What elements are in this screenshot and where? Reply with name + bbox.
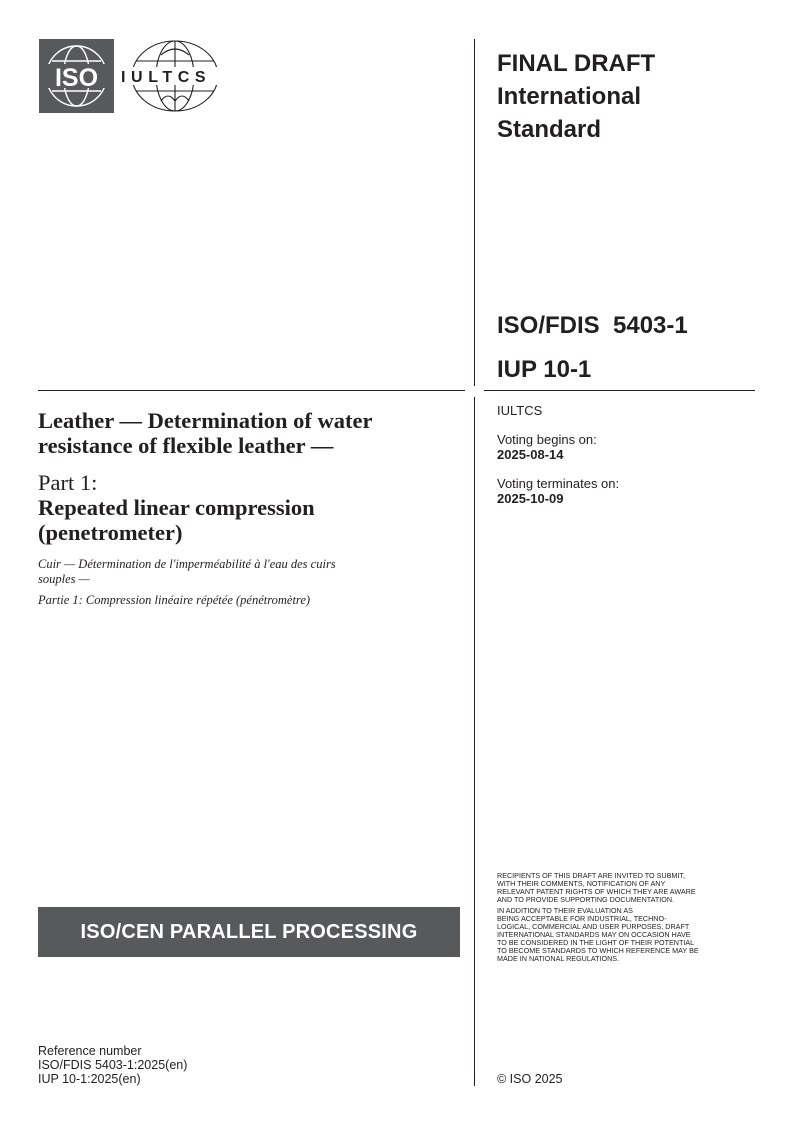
- part-title-line2: (penetrometer): [38, 520, 183, 545]
- french-part-title: Partie 1: Compression linéaire répétée (pénétromètre): [38, 593, 311, 607]
- notice-line: RELEVANT PATENT RIGHTS OF WHICH THEY ARE AWARE: [497, 887, 696, 896]
- notice-line: MADE IN NATIONAL REGULATIONS.: [497, 954, 620, 963]
- banner-text: ISO/CEN PARALLEL PROCESSING: [80, 920, 418, 943]
- notice-line: LOGICAL, COMMERCIAL AND USER PURPOSES, DRAFT: [497, 922, 690, 931]
- voting-begins-label: Voting begins on:: [497, 432, 597, 447]
- voting-begins: [497, 432, 597, 462]
- french-title-line1: Cuir — Détermination de l'imperméabilité à l'eau des cuirs: [38, 557, 336, 571]
- svg-text:ISO: ISO: [54, 64, 99, 92]
- vertical-rule-bottom: [474, 397, 475, 1086]
- notice-line: TO BE CONSIDERED IN THE LIGHT OF THEIR POTENTIAL: [497, 938, 695, 947]
- horizontal-rule-right: [484, 390, 755, 391]
- reference-number: [38, 1044, 187, 1086]
- document-status: [497, 47, 655, 146]
- horizontal-rule-left: [38, 390, 465, 391]
- notice-line: AND TO PROVIDE SUPPORTING DOCUMENTATION.: [497, 895, 675, 904]
- notice-line: WITH THEIR COMMENTS, NOTIFICATION OF ANY: [497, 879, 666, 888]
- status-final-draft: FINAL DRAFT: [497, 50, 656, 77]
- reference-iso: ISO/FDIS 5403-1:2025(en): [38, 1058, 188, 1072]
- voting-terminates-date: 2025-10-09: [497, 491, 564, 506]
- svg-text:IULTCS: IULTCS: [121, 69, 212, 86]
- voting-begins-date: 2025-08-14: [497, 447, 564, 462]
- notice-line: BEING ACCEPTABLE FOR INDUSTRIAL, TECHNO-: [497, 914, 667, 923]
- iultcs-logo: [117, 39, 242, 113]
- notice-paragraph-2: [497, 907, 759, 963]
- french-title-line2: souples —: [38, 572, 90, 586]
- iso-logo: [39, 39, 114, 113]
- notice-paragraph-1: [497, 872, 759, 904]
- notice-line: RECIPIENTS OF THIS DRAFT ARE INVITED TO SUBMIT,: [497, 871, 685, 880]
- voting-terminates-label: Voting terminates on:: [497, 476, 620, 491]
- reference-label: Reference number: [38, 1044, 142, 1058]
- recipients-notice: [497, 872, 759, 963]
- committee: IULTCS: [497, 403, 543, 418]
- iup-designation: IUP 10-1: [497, 356, 592, 383]
- part-title-line1: Repeated linear compression: [38, 495, 315, 520]
- document-designation: ISO/FDIS 5403-1: [497, 312, 688, 339]
- status-international: International: [497, 83, 642, 110]
- main-title-line2: resistance of flexible leather —: [38, 433, 334, 458]
- main-title-line1: Leather — Determination of water: [38, 408, 373, 433]
- reference-iup: IUP 10-1:2025(en): [38, 1072, 141, 1086]
- part-label: Part 1:: [38, 470, 98, 495]
- title-block: [38, 408, 458, 608]
- notice-line: IN ADDITION TO THEIR EVALUATION AS: [497, 906, 633, 915]
- parallel-processing-banner: [38, 907, 460, 957]
- vertical-rule-top: [474, 39, 475, 386]
- notice-line: INTERNATIONAL STANDARDS MAY ON OCCASION HAVE: [497, 930, 691, 939]
- copyright: © ISO 2025: [497, 1072, 563, 1086]
- voting-terminates: [497, 476, 619, 506]
- notice-line: TO BECOME STANDARDS TO WHICH REFERENCE MAY BE: [497, 946, 699, 955]
- status-standard: Standard: [497, 116, 602, 143]
